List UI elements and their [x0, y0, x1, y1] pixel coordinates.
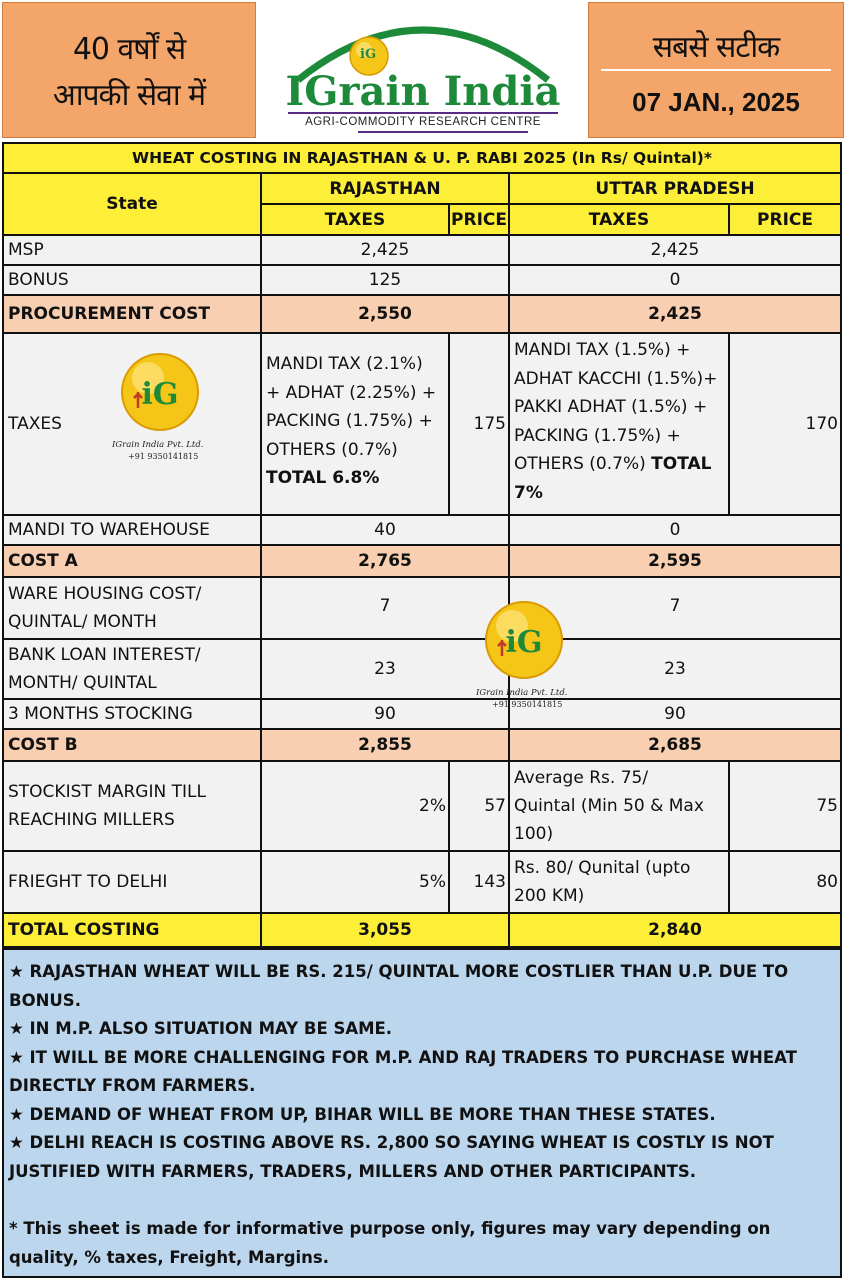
raj-taxes-detail — [260, 332, 450, 516]
watermark-logo-1 — [108, 348, 218, 468]
logo-subtitle: AGRI-COMMODITY RESEARCH CENTRE — [305, 116, 541, 128]
row-label-stockist: STOCKIST MARGIN TILL REACHING MILLERS — [2, 760, 262, 852]
up-taxes-total: TOTAL — [651, 454, 712, 474]
date-box — [588, 2, 844, 138]
row-label-bonus: BONUS — [2, 264, 262, 296]
raj-stockist-pct: 2% — [260, 760, 450, 852]
uttar-pradesh-header: UTTAR PRADESH — [508, 172, 842, 205]
watermark-phone-1: +91 9350141815 — [128, 452, 199, 461]
rajasthan-header: RAJASTHAN — [260, 172, 510, 205]
watermark-phone-2: +91 9350141815 — [492, 700, 563, 709]
up-freight-price: 80 — [728, 850, 842, 914]
row-label-taxes: TAXES — [2, 332, 262, 516]
raj-total: 3,055 — [260, 912, 510, 948]
raj-warehousing: 7 — [260, 576, 510, 640]
up-mandi-warehouse: 0 — [508, 514, 842, 546]
row-label-mandi-warehouse: MANDI TO WAREHOUSE — [2, 514, 262, 546]
note-5: ★ DELHI REACH IS COSTING ABOVE RS. 2,800 SO SAYING WHEAT IS COSTLY IS NOT JUSTIFIED WITH FARMERS, TRADERS, MILLERS AND OTHER PARTICIPANTS. — [9, 1133, 774, 1181]
raj-bonus: 125 — [260, 264, 510, 296]
up-procurement: 2,425 — [508, 294, 842, 334]
raj-msp: 2,425 — [260, 234, 510, 266]
note-1: ★ RAJASTHAN WHEAT WILL BE RS. 215/ QUINTAL MORE COSTLIER THAN U.P. DUE TO BONUS. — [9, 962, 789, 1010]
note-3: ★ IT WILL BE MORE CHALLENGING FOR M.P. AND RAJ TRADERS TO PURCHASE WHEAT DIRECTLY FROM FARMERS. — [9, 1047, 797, 1095]
up-stockist-detail: Average Rs. 75/ Quintal (Min 50 & Max 100) — [508, 760, 730, 852]
up-price-header: PRICE — [728, 203, 842, 236]
note-4: ★ DEMAND OF WHEAT FROM UP, BIHAR WILL BE MORE THAN THESE STATES. — [9, 1104, 716, 1124]
up-taxes-breakdown: MANDI TAX (1.5%) + ADHAT KACCHI (1.5%)+ PAKKI ADHAT (1.5%) + PACKING (1.75%) + OTHERS (0.7%) — [514, 340, 718, 474]
row-label-procurement: PROCUREMENT COST — [2, 294, 262, 334]
raj-bank-loan: 23 — [260, 638, 510, 700]
raj-procurement: 2,550 — [260, 294, 510, 334]
up-cost-a: 2,595 — [508, 544, 842, 578]
raj-cost-b: 2,855 — [260, 728, 510, 762]
svg-text:iG: iG — [505, 625, 543, 660]
up-warehousing: 7 — [508, 576, 842, 640]
raj-stocking: 90 — [260, 698, 510, 730]
up-taxes-total-pct: 7% — [514, 482, 543, 503]
raj-freight-pct: 5% — [260, 850, 450, 914]
raj-freight-price: 143 — [448, 850, 510, 914]
up-taxes-detail — [508, 332, 730, 516]
up-cost-b: 2,685 — [508, 728, 842, 762]
up-stockist-price: 75 — [728, 760, 842, 852]
up-msp: 2,425 — [508, 234, 842, 266]
row-label-freight: FRIEGHT TO DELHI — [2, 850, 262, 914]
ig-coin-icon — [474, 596, 584, 686]
report-date: 07 JAN., 2025 — [632, 87, 800, 117]
raj-taxes-total: TOTAL 6.8% — [266, 468, 380, 488]
disclaimer: * This sheet is made for informative purpose only, figures may vary depending on quality, % taxes, Freight, Margins. — [9, 1219, 771, 1267]
svg-text:iG: iG — [141, 377, 179, 412]
raj-stockist-price: 57 — [448, 760, 510, 852]
row-label-warehousing: WARE HOUSING COST/ QUINTAL/ MONTH — [2, 576, 262, 640]
header — [0, 0, 846, 140]
raj-taxes-price: 175 — [448, 332, 510, 516]
watermark-logo-2 — [474, 596, 584, 716]
tagline-line-2: आपकी सेवा में — [52, 78, 206, 113]
up-taxes-price: 170 — [728, 332, 842, 516]
row-label-total: TOTAL COSTING — [2, 912, 262, 948]
up-stocking: 90 — [508, 698, 842, 730]
watermark-company-2: IGrain India Pvt. Ltd. — [476, 688, 568, 698]
row-label-cost-b: COST B — [2, 728, 262, 762]
raj-price-header: PRICE — [448, 203, 510, 236]
up-freight-detail: Rs. 80/ Qunital (upto 200 KM) — [508, 850, 730, 914]
up-total: 2,840 — [508, 912, 842, 948]
header-divider — [601, 69, 831, 71]
notes-panel — [2, 948, 842, 1278]
row-label-bank-loan: BANK LOAN INTEREST/ MONTH/ QUINTAL — [2, 638, 262, 700]
row-label-msp: MSP — [2, 234, 262, 266]
tagline-box — [2, 2, 256, 138]
up-taxes-header: TAXES — [508, 203, 730, 236]
up-bonus: 0 — [508, 264, 842, 296]
accuracy-tagline: सबसे सटीक — [652, 30, 780, 65]
raj-mandi-warehouse: 40 — [260, 514, 510, 546]
raj-cost-a: 2,765 — [260, 544, 510, 578]
logo-mark: iG — [360, 47, 377, 62]
raj-taxes-breakdown: MANDI TAX (2.1%) + ADHAT (2.25%) + PACKING (1.75%) + OTHERS (0.7%) — [266, 354, 437, 460]
note-2: ★ IN M.P. ALSO SITUATION MAY BE SAME. — [9, 1019, 393, 1038]
row-label-cost-a: COST A — [2, 544, 262, 578]
igrain-logo — [258, 0, 588, 140]
ig-coin-icon — [108, 348, 218, 438]
row-label-stocking: 3 MONTHS STOCKING — [2, 698, 262, 730]
up-bank-loan: 23 — [508, 638, 842, 700]
raj-taxes-header: TAXES — [260, 203, 450, 236]
watermark-company-1: IGrain India Pvt. Ltd. — [112, 440, 204, 450]
table-title: WHEAT COSTING IN RAJASTHAN & U. P. RABI 2025 (In Rs/ Quintal)* — [2, 142, 842, 174]
state-header: State — [2, 172, 262, 236]
tagline-line-1: 40 वर्षों से — [72, 32, 186, 67]
logo-title: IGrain India — [285, 68, 561, 115]
